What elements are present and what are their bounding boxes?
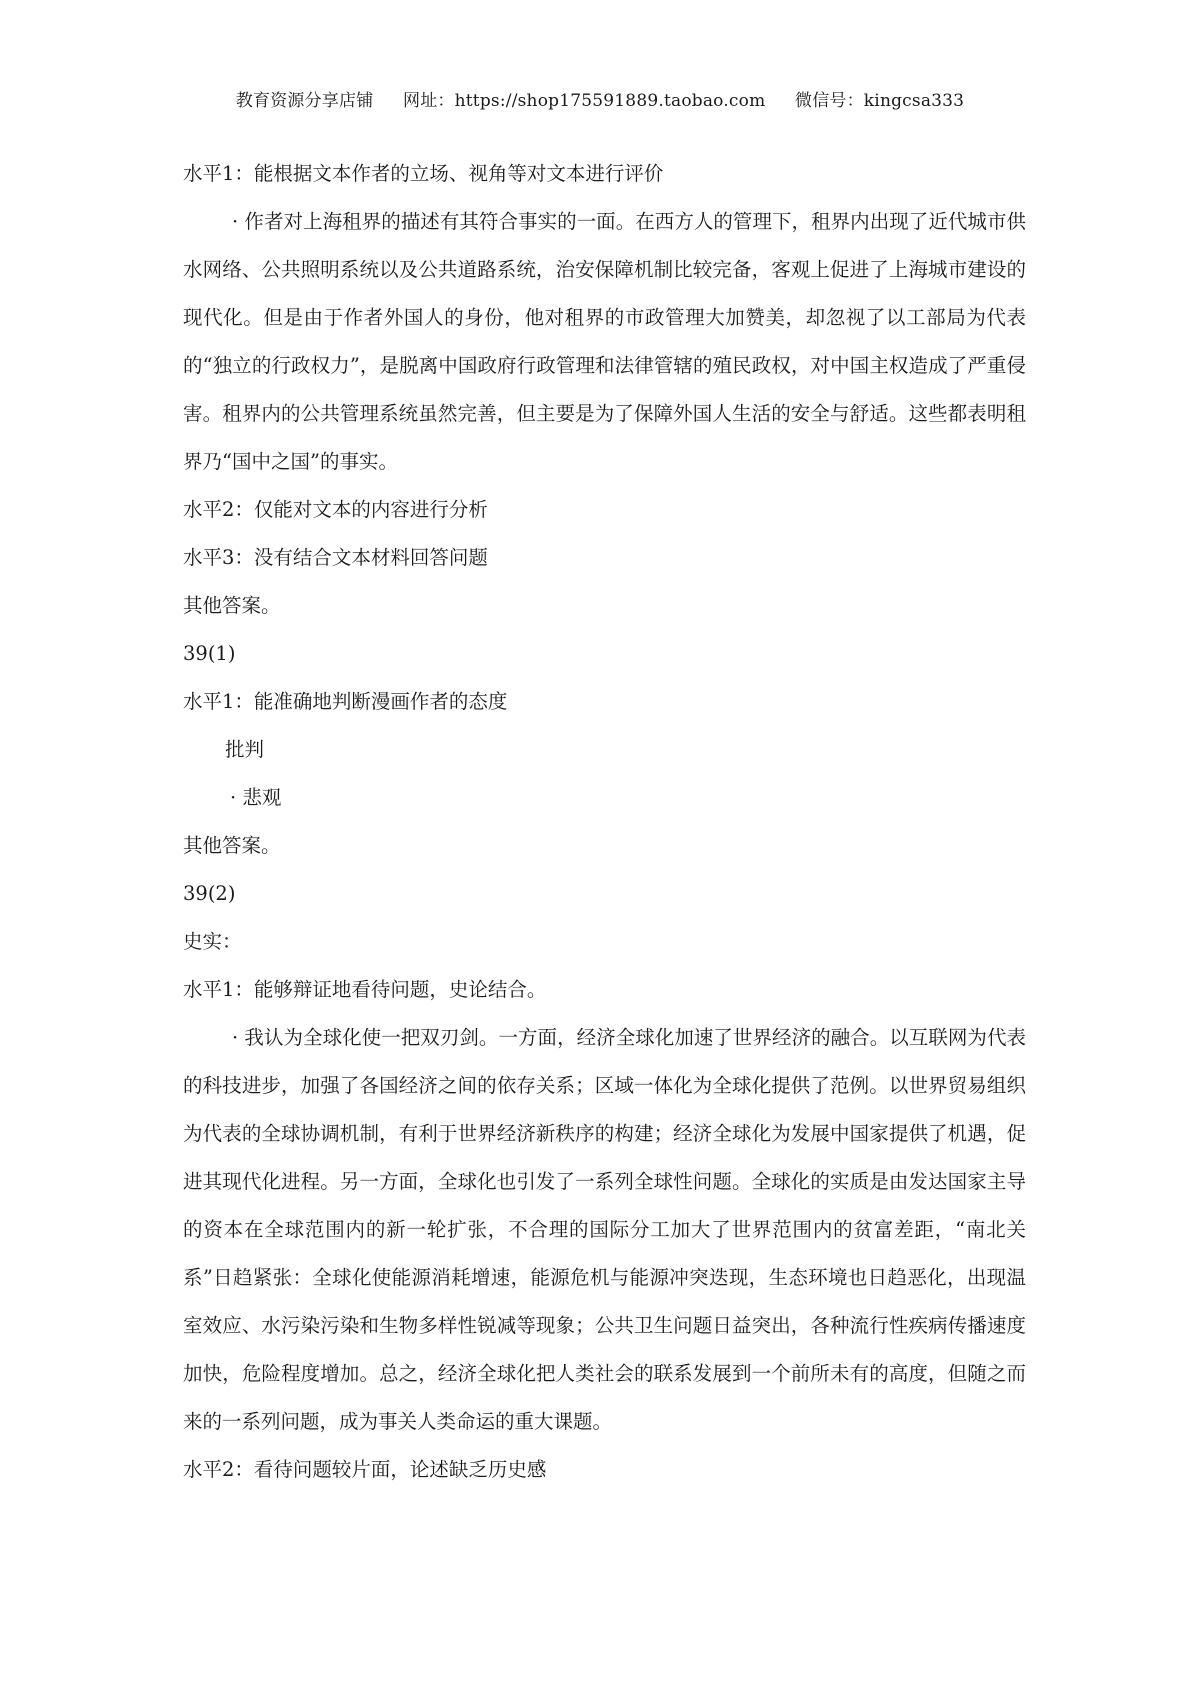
question-number: 39(1): [183, 642, 236, 665]
answer-item: · 悲观: [230, 786, 282, 809]
answer-paragraph: · 我认为全球化使一把双刃剑。一方面，经济全球化加速了世界经济的融合。以互联网为代表的科技进步，加强了各国经济之间的依存关系；区域一体化为全球化提供了范例。以世界贸易组织为代表的全球协调机制，有利于世界经济新秩序的构建；经济全球化为发展中国家提供了机遇，促进其现代化进程。另一方面，全球化也引发了一系列全球性问题。全球化的实质是由发达国家主导的资本在全球范围内的新一轮扩张，不合理的国际分工加大了世界范围内的贫富差距，“南北关系”日趋紧张：全球化使能源消耗增速，能源危机与能源冲突迭现，生态环境也日趋恶化，出现温室效应、水污染污染和生物多样性锐减等现象；公共卫生问题日益突出，各种流行性疾病传播速度加快，危险程度增加。总之，经济全球化把人类社会的联系发展到一个前所未有的高度，但随之而来的一系列问题，成为事关人类命运的重大课题。: [183, 1026, 1026, 1433]
wechat-id: 微信号：kingcsa333: [795, 91, 965, 111]
other-answers: 其他答案。: [183, 834, 281, 857]
level-heading: 水平1：能根据文本作者的立场、视角等对文本进行评价: [183, 162, 664, 185]
level-heading: 水平2：仅能对文本的内容进行分析: [183, 498, 488, 521]
document-body: [183, 150, 1026, 1494]
shop-url: 网址：https://shop175591889.taobao.com: [403, 91, 766, 111]
answer-paragraph: · 作者对上海租界的描述有其符合事实的一面。在西方人的管理下，租界内出现了近代城市供水网络、公共照明系统以及公共道路系统，治安保障机制比较完备，客观上促进了上海城市建设的现代化。但是由于作者外国人的身份，他对租界的市政管理大加赞美，却忽视了以工部局为代表的“独立的行政权力”，是脱离中国政府行政管理和法律管辖的殖民政权，对中国主权造成了严重侵害。租界内的公共管理系统虽然完善，但主要是为了保障外国人生活的安全与舒适。这些都表明租界乃“国中之国”的事实。: [183, 210, 1026, 473]
page-header: [0, 86, 1200, 111]
level-heading: 水平1：能准确地判断漫画作者的态度: [183, 690, 508, 713]
level-heading: 水平3：没有结合文本材料回答问题: [183, 546, 488, 569]
shop-name: 教育资源分享店铺: [235, 91, 374, 111]
answer-item: 批判: [225, 738, 265, 761]
level-heading: 水平2：看待问题较片面，论述缺乏历史感: [183, 1458, 547, 1481]
other-answers: 其他答案。: [183, 594, 281, 617]
section-label: 史实：: [183, 930, 242, 953]
question-number: 39(2): [183, 882, 236, 905]
level-heading: 水平1：能够辩证地看待问题，史论结合。: [183, 978, 547, 1001]
